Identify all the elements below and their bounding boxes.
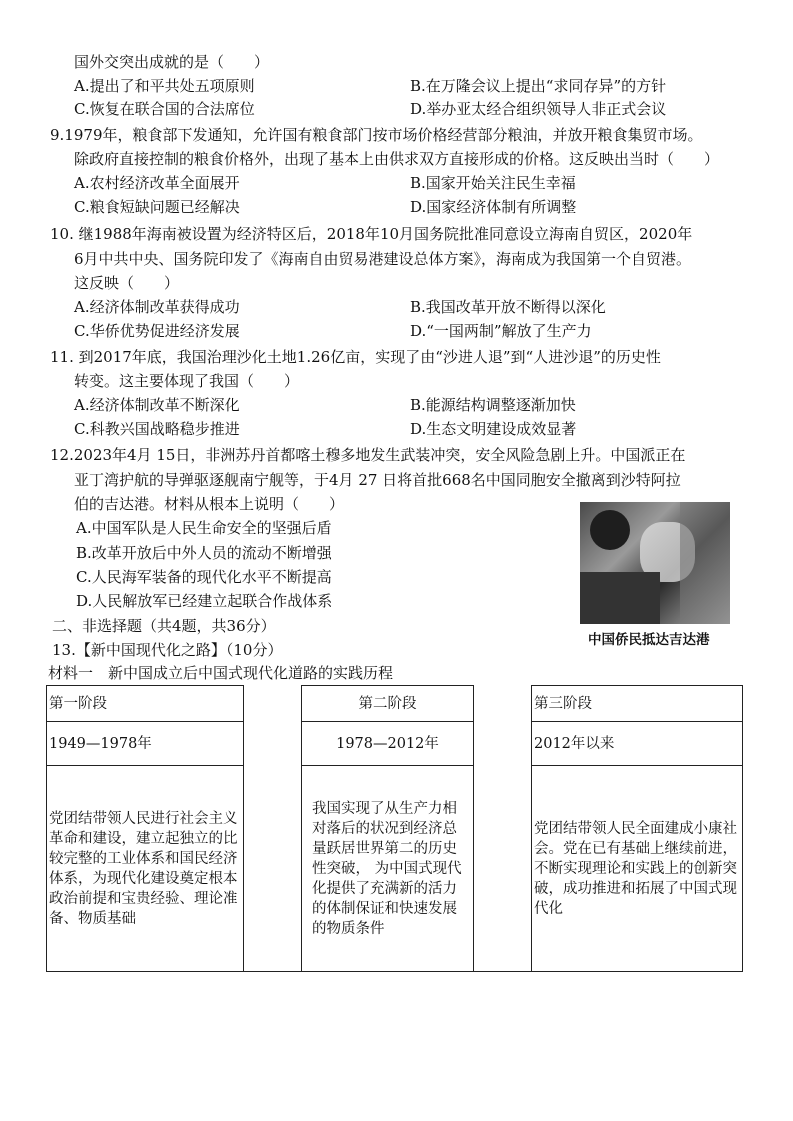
q10-option-b: B.我国改革开放不断得以深化 [410, 298, 606, 316]
q8-option-c: C.恢复在联合国的合法席位 [74, 100, 255, 118]
stage1-description: 党团结带领人民进行社会主义革命和建设，建立起独立的比较完整的工业体系和国民经济体系，为现代化建设奠定根本政治前提和宝贵经验、理论准备、物质基础 [47, 766, 244, 972]
q8-option-b: B.在万隆会议上提出“求同存异”的方针 [410, 77, 667, 95]
q12-option-d: D.人民解放军已经建立起联合作战体系 [76, 592, 333, 610]
q8-option-d: D.举办亚太经合组织领导人非正式会议 [410, 100, 667, 118]
q9-option-d: D.国家经济体制有所调整 [410, 198, 577, 216]
table-spacer [244, 686, 302, 972]
q9-stem-line1: 9.1979年，粮食部下发通知，允许国有粮食部门按市场价格经营部分粮油，并放开粮食集贸市场。 [50, 126, 703, 144]
stage2-name: 第二阶段 [302, 686, 474, 722]
stage1-period: 1949—1978年 [47, 722, 244, 766]
jeddah-port-photo [580, 502, 730, 624]
table-spacer [474, 686, 532, 972]
stage3-name: 第三阶段 [532, 686, 743, 722]
q10-stem-line1: 10. 继1988年海南被设置为经济特区后，2018年10月国务院批准同意设立海南自贸区，2020年 [50, 225, 693, 243]
q9-option-b: B.国家开始关注民生幸福 [410, 174, 576, 192]
stage3-description: 党团结带领人民全面建成小康社会。党在已有基础上继续前进，不断实现理论和实践上的创新突破，成功推进和拓展了中国式现代化 [532, 766, 743, 972]
stage1-name: 第一阶段 [47, 686, 244, 722]
q13-material-title: 材料一 新中国成立后中国式现代化道路的实践历程 [48, 664, 394, 682]
q12-option-a: A.中国军队是人民生命安全的坚强后盾 [76, 519, 332, 537]
q8-option-a: A.提出了和平共处五项原则 [74, 77, 255, 95]
q11-option-d: D.生态文明建设成效显著 [410, 420, 577, 438]
stage3-period: 2012年以来 [532, 722, 743, 766]
q9-option-a: A.农村经济改革全面展开 [74, 174, 240, 192]
q10-option-c: C.华侨优势促进经济发展 [74, 322, 240, 340]
q11-option-b: B.能源结构调整逐渐加快 [410, 396, 576, 414]
q9-option-c: C.粮食短缺问题已经解决 [74, 198, 240, 216]
q9-stem-line2: 除政府直接控制的粮食价格外，出现了基本上由供求双方直接形成的价格。这反映出当时（ ） [74, 150, 720, 168]
stage2-period: 1978—2012年 [302, 722, 474, 766]
q13-title: 13.【新中国现代化之路】（10分） [52, 641, 283, 659]
q12-option-c: C.人民海军装备的现代化水平不断提高 [76, 568, 332, 586]
q10-stem-line3: 这反映（ ） [74, 274, 180, 292]
q8-stem: 国外交突出成就的是（ ） [74, 53, 270, 71]
q12-option-b: B.改革开放后中外人员的流动不断增强 [76, 544, 332, 562]
stage2-description: 我国实现了从生产力相对落后的状况到经济总量跃居世界第二的历史性突破， 为中国式现代化提供了充满新的活力的体制保证和快速发展的物质条件 [302, 766, 474, 972]
q11-option-c: C.科教兴国战略稳步推进 [74, 420, 240, 438]
q11-stem-line1: 11. 到2017年底，我国治理沙化土地1.26亿亩，实现了由“沙进人退”到“人进沙退”的历史性 [50, 348, 661, 366]
q10-option-a: A.经济体制改革获得成功 [74, 298, 240, 316]
q11-stem-line2: 转变。这主要体现了我国（ ） [74, 372, 300, 390]
q11-option-a: A.经济体制改革不断深化 [74, 396, 240, 414]
section-heading: 二、非选择题（共4题，共36分） [52, 617, 276, 635]
q10-option-d: D.“一国两制”解放了生产力 [410, 322, 592, 340]
q10-stem-line2: 6月中共中央、国务院印发了《海南自由贸易港建设总体方案》，海南成为我国第一个自贸港。 [74, 250, 692, 268]
q12-stem-line1: 12.2023年4月 15日，非洲苏丹首都喀土穆多地发生武装冲突，安全风险急剧上升。中国派正在 [50, 446, 686, 464]
photo-caption: 中国侨民抵达吉达港 [588, 632, 710, 648]
q12-stem-line3: 伯的吉达港。材料从根本上说明（ ） [74, 495, 345, 513]
q12-stem-line2: 亚丁湾护航的导弹驱逐舰南宁舰等，于4月 27 日将首批668名中国同胞安全撤离到沙特阿拉 [74, 471, 681, 489]
modernization-stages-table [46, 685, 743, 972]
